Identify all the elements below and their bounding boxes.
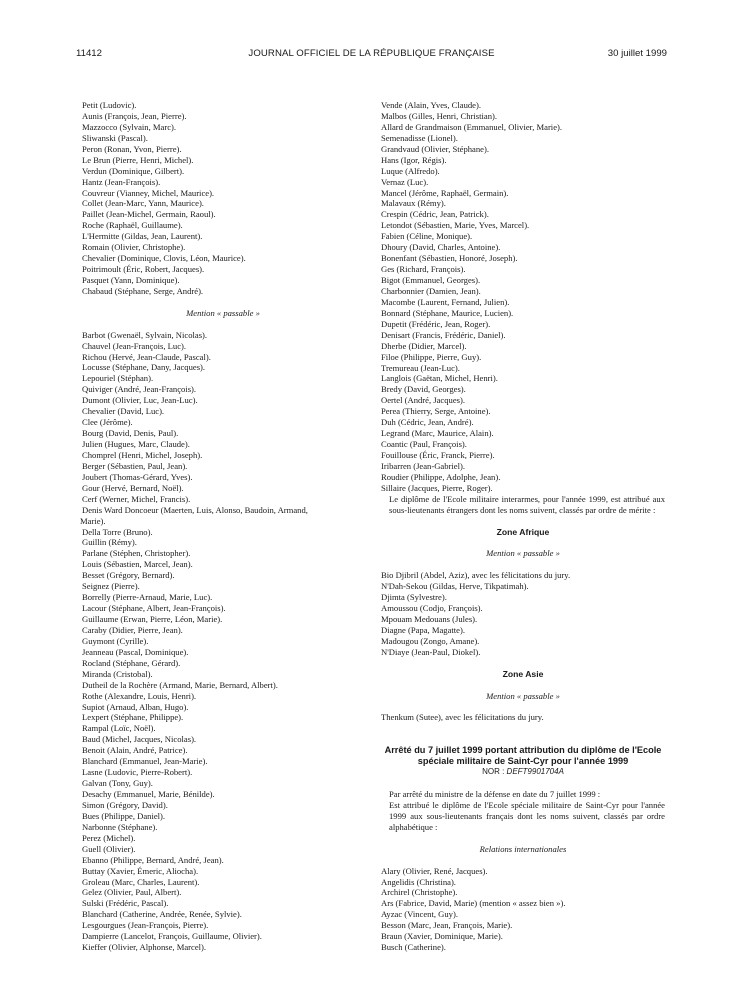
list-item: Cerf (Werner, Michel, Francis). xyxy=(82,493,191,504)
list-item: Ebanno (Philippe, Bernard, André, Jean). xyxy=(82,854,224,865)
left-column xyxy=(82,100,364,953)
list-item: Le Brun (Pierre, Henri, Michel). xyxy=(82,154,194,165)
paragraph-interarmes: Le diplôme de l'Ecole militaire interarmes, pour l'année 1999, est attribué aux sous-lieutenants étrangers dont les noms suivent, classés par ordre de mérite : xyxy=(389,493,665,515)
list-item: Galvan (Tony, Guy). xyxy=(82,778,153,789)
list-item: Ayzac (Vincent, Guy). xyxy=(381,909,458,920)
list-item: Desachy (Emmanuel, Marie, Bénilde). xyxy=(82,789,215,800)
list-item: Fabien (Céline, Monique). xyxy=(381,231,473,242)
journal-title: JOURNAL OFFICIEL DE LA RÉPUBLIQUE FRANÇAISE xyxy=(248,48,495,59)
list-item: Madougou (Zongo, Amane). xyxy=(381,635,480,646)
list-item: Filoe (Philippe, Pierre, Guy). xyxy=(381,351,482,362)
name-list-c xyxy=(82,527,364,954)
list-item: Chevalier (David, Luc). xyxy=(82,406,165,417)
list-item: Ges (Richard, François). xyxy=(381,264,466,275)
list-item: Denis Ward Doncoeur (Maerten, Luis, Alonso, Baudoin, Armand, xyxy=(82,504,308,515)
list-item: Benoit (Alain, André, Patrice). xyxy=(82,745,188,756)
list-item: Perea (Thierry, Serge, Antoine). xyxy=(381,406,491,417)
list-item: Sliwanski (Pascal). xyxy=(82,132,148,143)
list-item: Verdun (Dominique, Gilbert). xyxy=(82,165,185,176)
list-item: Bigot (Emmanuel, Georges). xyxy=(381,275,481,285)
list-item: Lexpert (Stéphane, Philippe). xyxy=(82,712,184,723)
list-item: Peron (Ronan, Yvon, Pierre). xyxy=(82,143,182,154)
list-item: Langlois (Gaëtan, Michel, Henri). xyxy=(381,373,498,384)
list-item: Djimta (Sylvestre). xyxy=(381,592,447,603)
list-item: Dutheil de la Rochère (Armand, Marie, Bernard, Albert). xyxy=(82,679,278,690)
list-item: Quiviger (André, Jean-François). xyxy=(82,384,197,395)
list-item: Perez (Michel). xyxy=(82,832,136,843)
list-item: Dhoury (David, Charles, Antoine). xyxy=(381,242,501,253)
list-item: Braun (Xavier, Dominique, Marie). xyxy=(381,931,503,942)
list-item: Vernaz (Luc). xyxy=(381,176,429,187)
list-item: Lasne (Ludovic, Pierre-Robert). xyxy=(82,767,193,778)
nor-label: NOR : xyxy=(482,767,505,777)
list-item: Malbos (Gilles, Henri, Christian). xyxy=(381,110,497,121)
list-item: N'Diaye (Jean-Paul, Diokel). xyxy=(381,646,481,657)
list-item: Dumont (Olivier, Luc, Jean-Luc). xyxy=(82,395,198,406)
list-item: Mancel (Jérôme, Raphaël, Germain). xyxy=(381,187,509,198)
list-item: Blanchard (Catherine, Andrée, Renée, Sylvie). xyxy=(82,909,242,920)
list-item: Lesgourgues (Jean-François, Pierre). xyxy=(82,920,209,931)
list-item: Narbonne (Stéphane). xyxy=(82,821,158,832)
list-item: Seignez (Pierre). xyxy=(82,581,140,592)
name-list-asie xyxy=(381,712,665,723)
list-item: Rocland (Stéphane, Gérard). xyxy=(82,657,181,668)
paragraph-arrete: Par arrêté du ministre de la défense en date du 7 juillet 1999 : xyxy=(389,789,601,800)
list-item: Besson (Marc, Jean, François, Marie). xyxy=(381,920,513,931)
list-item: Letondot (Sébastien, Marie, Yves, Marcel). xyxy=(381,220,530,231)
list-item: Berger (Sébastien, Paul, Jean). xyxy=(82,460,188,471)
relations-heading: Relations internationales xyxy=(479,843,567,854)
page-header xyxy=(76,48,667,64)
list-item: Malavaux (Rémy). xyxy=(381,198,446,209)
list-item: Sulski (Frédéric, Pascal). xyxy=(82,898,169,909)
list-item: Chabaud (Stéphane, Serge, André). xyxy=(82,285,204,296)
list-item: Clee (Jérôme). xyxy=(82,417,133,428)
list-item: N'Dah-Sekou (Gildas, Herve, Tikpatimah). xyxy=(381,581,529,592)
list-item: Buttay (Xavier, Émeric, Aliocha). xyxy=(82,865,199,876)
list-item: Coantic (Paul, François). xyxy=(381,439,467,450)
name-list-relations xyxy=(381,866,665,954)
nor-reference xyxy=(381,767,665,778)
list-item: Mpouam Medouans (Jules). xyxy=(381,614,478,625)
list-item: Kieffer (Olivier, Alphonse, Marcel). xyxy=(82,942,207,953)
list-item: Pasquet (Yann, Dominique). xyxy=(82,275,180,285)
issue-date: 30 juillet 1999 xyxy=(607,48,667,59)
list-item: Poitrimoult (Éric, Robert, Jacques). xyxy=(82,264,205,275)
list-item: Hans (Igor, Régis). xyxy=(381,154,447,165)
list-item: Sillaire (Jacques, Pierre, Roger). xyxy=(381,482,493,493)
list-item: Bonnard (Stéphane, Maurice, Lucien). xyxy=(381,307,514,318)
list-item: Guymont (Cyrille). xyxy=(82,635,149,646)
list-item: Mazzocco (Sylvain, Marc). xyxy=(82,121,177,132)
list-item: Charbonnier (Damien, Jean). xyxy=(381,285,481,296)
list-item: Della Torre (Bruno). xyxy=(82,526,153,537)
list-item: Miranda (Cristobal). xyxy=(82,668,153,679)
list-item: Gour (Hervé, Bernard, Noël). xyxy=(82,482,184,493)
list-item: Vende (Alain, Yves, Claude). xyxy=(381,100,482,110)
list-item: Denisart (Francis, Frédéric, Daniel). xyxy=(381,329,506,340)
list-item: Bonenfant (Sébastien, Honoré, Joseph). xyxy=(381,253,518,264)
list-item: Paillet (Jean-Michel, Germain, Raoul). xyxy=(82,209,216,220)
list-item: Allard de Grandmaison (Emmanuel, Olivier, Marie). xyxy=(381,121,563,132)
list-item: Couvreur (Vianney, Michel, Maurice). xyxy=(82,187,215,198)
list-item: Supiot (Arnaud, Alban, Hugo). xyxy=(82,701,189,712)
list-item: Joubert (Thomas-Gérard, Yves). xyxy=(82,471,193,482)
list-item: Angelidis (Christina). xyxy=(381,876,456,887)
list-item: Fouillouse (Éric, Franck, Pierre). xyxy=(381,450,495,460)
list-item: Collet (Jean-Marc, Yann, Maurice). xyxy=(82,198,204,209)
list-item: Legrand (Marc, Maurice, Alain). xyxy=(381,428,494,439)
mention-heading: Mention « passable » xyxy=(186,307,260,318)
list-item: Tremureau (Jean-Luc). xyxy=(381,362,460,373)
list-item: Macombe (Laurent, Fernand, Julien). xyxy=(381,296,510,307)
list-item: Alary (Olivier, René, Jacques). xyxy=(381,865,488,876)
list-item: Gelez (Olivier, Paul, Albert). xyxy=(82,887,182,898)
list-item: Rampal (Loïc, Noël). xyxy=(82,723,156,734)
list-item: Parlane (Stéphen, Christopher). xyxy=(82,548,191,559)
list-item: Bues (Philippe, Daniel). xyxy=(82,810,166,821)
list-item: Luque (Alfredo). xyxy=(381,165,440,176)
list-item: Roche (Raphaël, Guillaume). xyxy=(82,220,183,231)
list-item: Lacour (Stéphane, Albert, Jean-François). xyxy=(82,603,226,614)
list-item: Locusse (Stéphane, Dany, Jacques). xyxy=(82,362,206,373)
list-item: Caraby (Didier, Pierre, Jean). xyxy=(82,624,183,635)
list-item: Simon (Grégory, David). xyxy=(82,799,168,810)
list-item: Diagne (Papa, Magatte). xyxy=(381,624,465,635)
name-list-a xyxy=(82,100,364,297)
list-item: Baud (Michel, Jacques, Nicolas). xyxy=(82,734,197,745)
list-item: Chomprel (Henri, Michel, Joseph). xyxy=(82,449,203,460)
list-item: Bio Djibril (Abdel, Aziz), avec les félicitations du jury. xyxy=(381,570,571,581)
right-column xyxy=(381,100,665,953)
list-item: Marie). xyxy=(80,515,106,526)
list-item: Guillaume (Erwan, Pierre, Léon, Marie). xyxy=(82,614,223,625)
list-item: Guell (Olivier). xyxy=(82,843,136,854)
list-item: Crespin (Cédric, Jean, Patrick). xyxy=(381,209,489,220)
name-list-right-a xyxy=(381,100,665,494)
list-item: Hantz (Jean-François). xyxy=(82,176,161,187)
list-item: Jeanneau (Pascal, Dominique). xyxy=(82,646,189,657)
list-item: Iribarren (Jean-Gabriel). xyxy=(381,460,465,471)
list-item: Besset (Grégory, Bernard). xyxy=(82,570,175,581)
list-item: Borrelly (Pierre-Arnaud, Marie, Luc). xyxy=(82,592,213,603)
list-item: Groleau (Marc, Charles, Laurent). xyxy=(82,876,200,887)
name-list-afrique xyxy=(381,570,665,658)
arrete-title: Arrêté du 7 juillet 1999 portant attribution du diplôme de l'Ecole spéciale militaire de Saint-Cyr pour l'année 1999 xyxy=(384,745,662,767)
list-item: Richou (Hervé, Jean-Claude, Pascal). xyxy=(82,351,211,362)
list-item: Dherbe (Didier, Marcel). xyxy=(381,340,467,351)
page-number: 11412 xyxy=(76,48,102,59)
nor-code: DEFT9901704A xyxy=(506,767,564,777)
list-item: Lepouriel (Stéphan). xyxy=(82,373,154,384)
list-item: Oertel (André, Jacques). xyxy=(381,395,465,406)
list-item: Petit (Ludovic). xyxy=(82,100,137,110)
list-item: Bourg (David, Denis, Paul). xyxy=(82,428,179,439)
mention-afrique: Mention « passable » xyxy=(486,548,560,559)
list-item: Roudier (Philippe, Adolphe, Jean). xyxy=(381,471,501,482)
list-item: Guillin (Rémy). xyxy=(82,537,137,548)
list-item: Romain (Olivier, Christophe). xyxy=(82,242,186,253)
list-item: Julien (Hugues, Marc, Claude). xyxy=(82,439,190,450)
zone-afrique-heading: Zone Afrique xyxy=(496,526,550,537)
list-item: Bredy (David, Georges). xyxy=(381,384,466,395)
list-item: Dampierre (Lancelot, François, Guillaume, Olivier). xyxy=(82,931,262,942)
list-item: Chauvel (Jean-François, Luc). xyxy=(82,340,187,351)
mention-asie: Mention « passable » xyxy=(486,690,560,701)
list-item: Duh (Cédric, Jean, André). xyxy=(381,417,474,428)
list-item: Archirel (Christophe). xyxy=(381,887,458,898)
list-item: L'Hermitte (Gildas, Jean, Laurent). xyxy=(82,231,203,242)
list-item: Barbot (Gwenaël, Sylvain, Nicolas). xyxy=(82,329,208,340)
name-list-b xyxy=(82,330,364,505)
list-item: Chevalier (Dominique, Clovis, Léon, Maurice). xyxy=(82,253,246,264)
paragraph-saint-cyr: Est attribué le diplôme de l'Ecole spéciale militaire de Saint-Cyr pour l'année 1999 aux sous-lieutenants français dont les noms suivent, classés par ordre alphabétique : xyxy=(389,800,665,832)
list-item: Amoussou (Codjo, François). xyxy=(381,603,483,614)
list-item: Rothe (Alexandre, Louis, Henri). xyxy=(82,690,197,701)
list-item: Busch (Catherine). xyxy=(381,942,446,953)
list-item: Semenadisse (Lionel). xyxy=(381,132,458,143)
list-item: Blanchard (Emmanuel, Jean-Marie). xyxy=(82,756,208,767)
list-item: Thenkum (Sutee), avec les félicitations du jury. xyxy=(381,712,544,723)
list-item: Dupetit (Frédéric, Jean, Roger). xyxy=(381,318,491,329)
list-item: Ars (Fabrice, David, Marie) (mention « assez bien »). xyxy=(381,898,566,909)
zone-asie-heading: Zone Asie xyxy=(502,668,544,679)
list-item: Louis (Sébastien, Marcel, Jean). xyxy=(82,559,193,570)
list-item: Grandvaud (Olivier, Stéphane). xyxy=(381,143,489,154)
list-item: Aunis (François, Jean, Pierre). xyxy=(82,110,187,121)
